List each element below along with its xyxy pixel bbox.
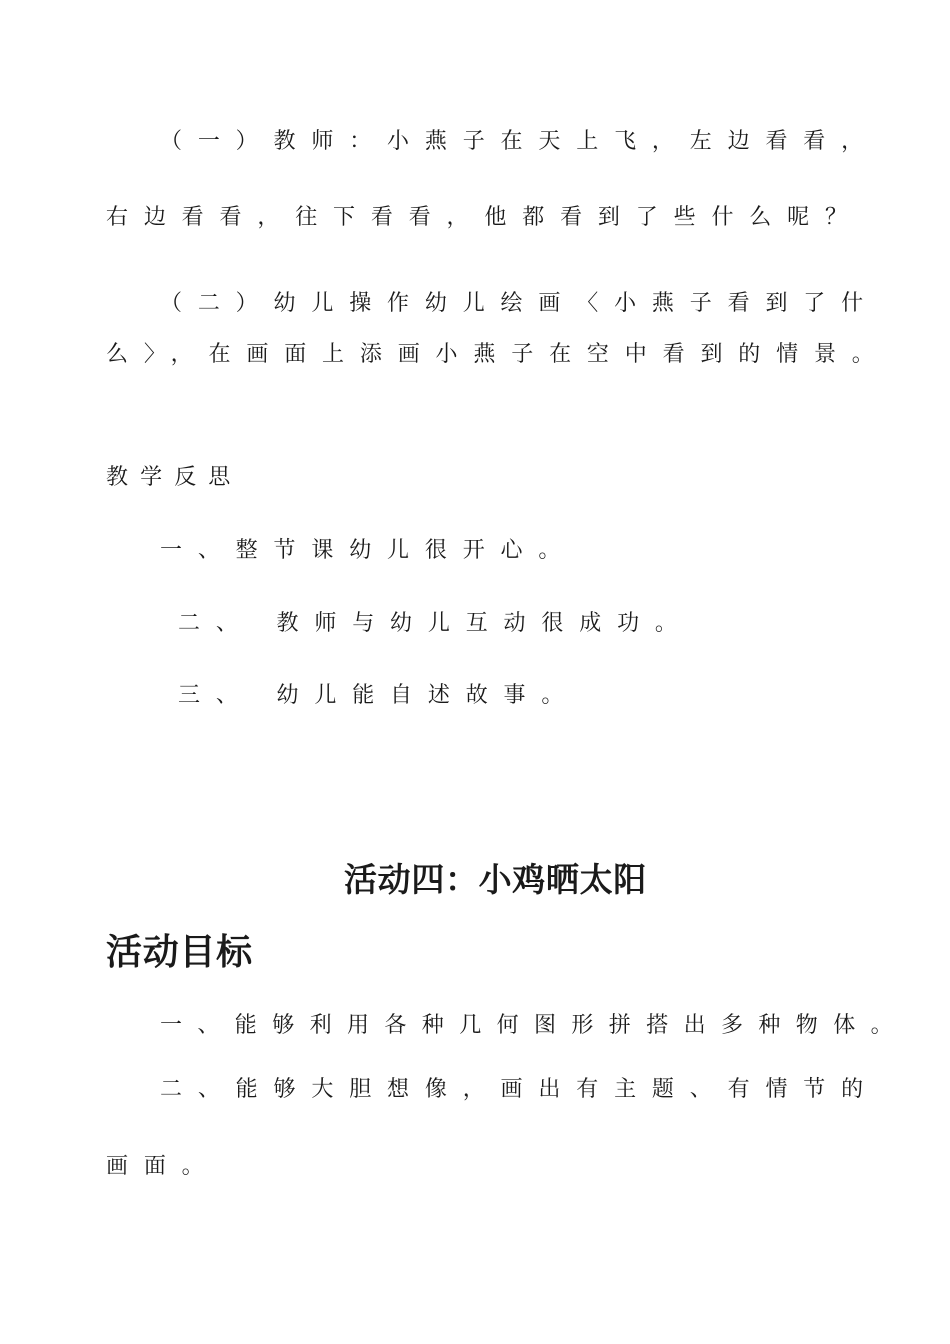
goal-item-2-line-2: 画面。 [106,1154,220,1179]
paragraph-teacher-line-1: （一）教师：小燕子在天上飞，左边看看， [160,129,879,154]
paragraph-children-line-2: 么〉，在画面上添画小燕子在空中看到的情景。 [106,342,890,367]
reflection-item: 一、整节课幼儿很开心。 [160,538,577,563]
goal-item-1: 一、能够利用各种几何图形拼搭出多种物体。 [160,1013,909,1038]
goal-item-2-line-1: 二、能够大胆想像，画出有主题、有情节的 [160,1077,879,1102]
reflection-item: 二、 教师与幼儿互动很成功。 [178,611,693,636]
reflection-heading: 教学反思 [106,465,243,490]
reflection-item: 三、 幼儿能自述故事。 [178,683,580,708]
goals-heading: 活动目标 [106,931,253,973]
activity-title: 活动四：小鸡晒太阳 [344,860,647,899]
paragraph-children-line-1: （二）幼儿操作幼儿绘画〈小燕子看到了什 [160,291,879,316]
paragraph-teacher-line-2: 右边看看，往下看看，他都看到了些什么呢？ [106,205,863,230]
